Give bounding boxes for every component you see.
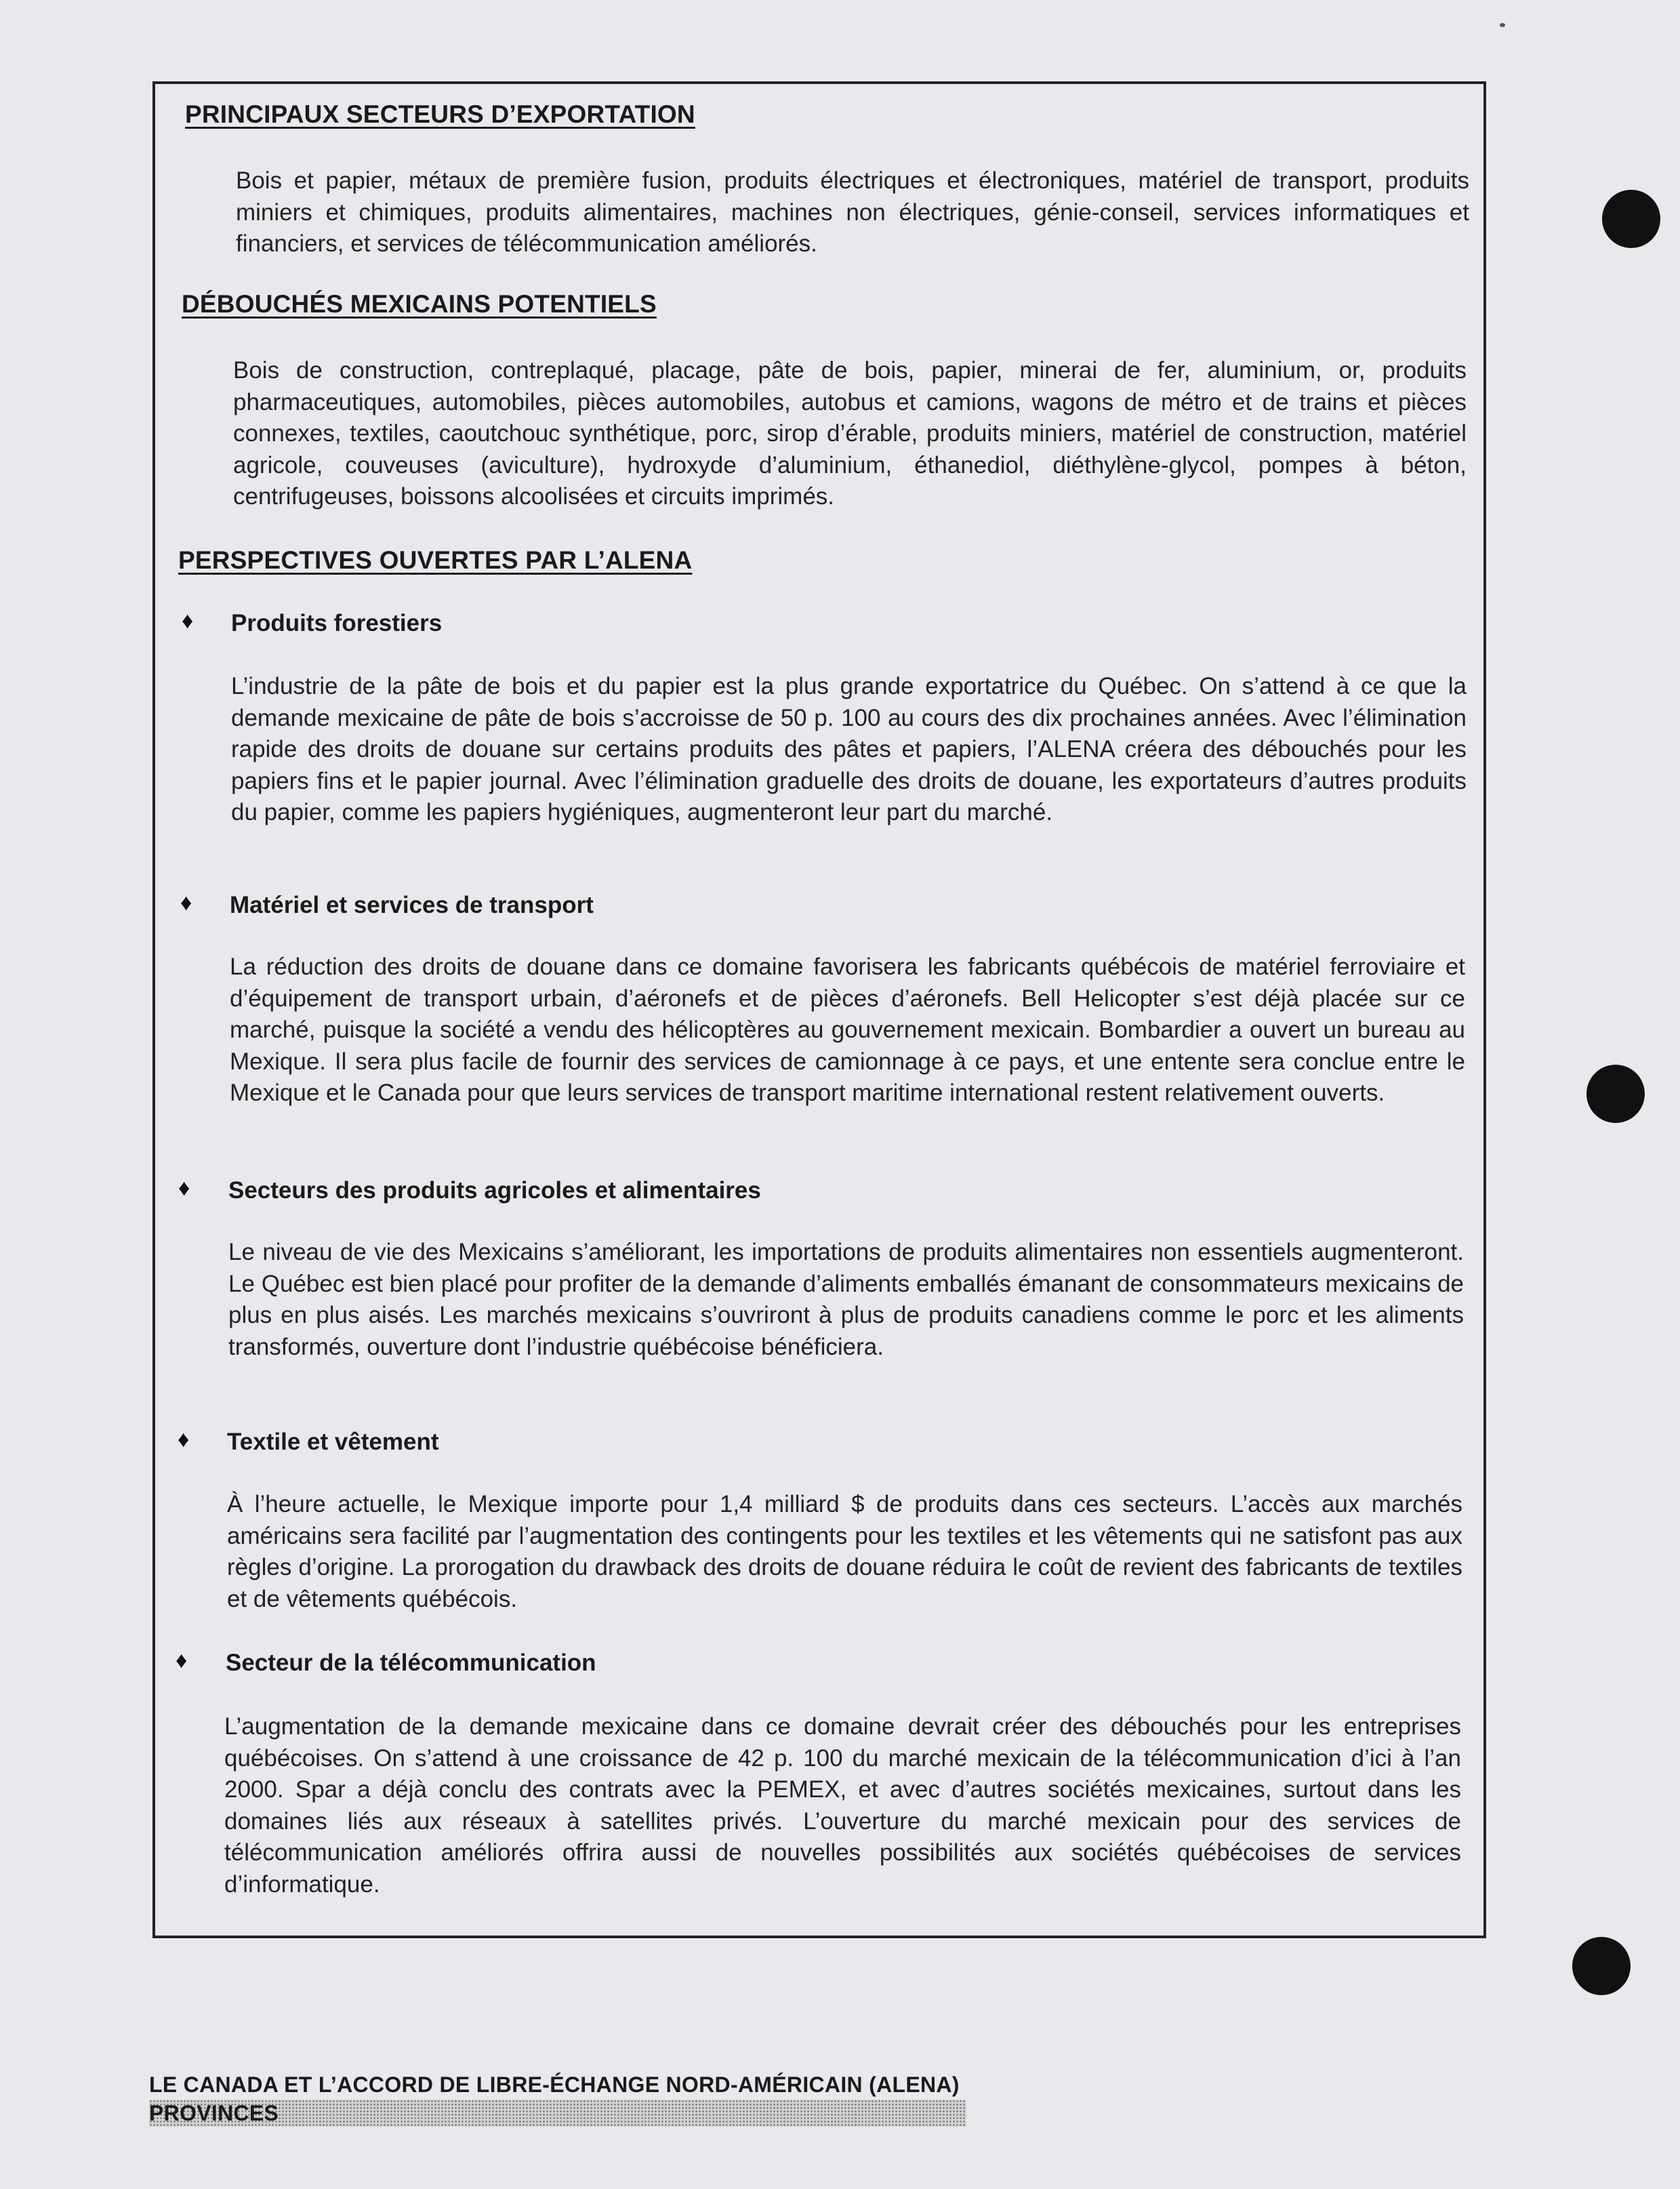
subheading-textile: Textile et vêtement xyxy=(227,1429,439,1455)
footer-subtitle: PROVINCES xyxy=(149,2101,279,2125)
transport-text: La réduction des droits de douane dans ce domaine favorisera les fabricants québécois de matériel ferroviaire et d’équipement de transport urbain, d’aéronefs et de pièces d’aéronefs. Bell Helicopter s’est déjà placée sur ce marché, puisque la société a vendu des hélicoptères au gouvernement mexicain. Bombardier a ouvert un bureau au Mexique. Il sera plus facile de fournir des services de camionnage à ce pays, et une entente sera conclue entre le Mexique et le Canada pour que leurs services de transport maritime international restent relativement ouverts. xyxy=(230,954,1465,1106)
heading-export-sectors: PRINCIPAUX SECTEURS D’EXPORTATION xyxy=(185,100,695,128)
footer-title: LE CANADA ET L’ACCORD DE LIBRE-ÉCHANGE NORD-AMÉRICAIN (ALENA) xyxy=(149,2072,960,2097)
mexican-outlets-text: Bois de construction, contreplaqué, placage, pâte de bois, papier, minerai de fer, aluminium, or, produits pharmaceutiques, automobiles, pièces automobiles, autobus et camions, wagons de métro et de trains et pièces connexes, textiles, caoutchouc synthétique, porc, sirop d’érable, produits miniers, matériel de construction, matériel agricole, couveuses (aviculture), hydroxyde d’aluminium, éthanediol, diéthylène-glycol, pompes à béton, centrifugeuses, boissons alcoolisées et circuits imprimés. xyxy=(233,357,1467,510)
punch-hole-bottom xyxy=(1572,1937,1631,1995)
subheading-telecom: Secteur de la télécommunication xyxy=(226,1650,596,1676)
punch-hole-middle xyxy=(1586,1065,1645,1123)
punch-hole-top xyxy=(1602,190,1660,248)
heading-mexican-outlets: DÉBOUCHÉS MEXICAINS POTENTIELS xyxy=(182,290,657,318)
textile-text: À l’heure actuelle, le Mexique importe pour 1,4 milliard $ de produits dans ces secteurs. L’accès aux marchés américains sera facilité par l’augmentation des contingents pour les textiles et les vêtements qui ne satisfont pas aux règles d’origine. La prorogation du drawback des droits de douane réduira le coût de revient des fabricants de textiles et de vêtements québécois. xyxy=(227,1491,1462,1612)
diamond-bullet-icon: ♦ xyxy=(178,1175,190,1201)
diamond-bullet-icon: ♦ xyxy=(176,1648,188,1673)
telecom-text: L’augmentation de la demande mexicaine dans ce domaine devrait créer des débouchés pour les entreprises québécoises. On s’attend à une croissance de 42 p. 100 du marché mexicain de la télécommunication d’ici à l’an 2000. Spar a déjà conclu des contrats avec la PEMEX, et avec d’autres sociétés mexicaines, surtout dans les domaines liés aux réseaux à satellites privés. L’ouverture du marché mexicain pour des services de télécommunication améliorés offrira aussi de nouvelles possibilités aux sociétés québécoises de services d’informatique. xyxy=(224,1713,1461,1898)
subheading-transport: Matériel et services de transport xyxy=(230,892,594,918)
subheading-forest-products: Produits forestiers xyxy=(231,610,443,636)
diamond-bullet-icon: ♦ xyxy=(182,608,194,634)
agri-food-text: Le niveau de vie des Mexicains s’améliorant, les importations de produits alimentaires non essentiels augmenteront. Le Québec est bien placé pour profiter de la demande d’aliments emballés émanant de consommateurs mexicains de plus en plus aisés. Les marchés mexicains s’ouvriront à plus de produits canadiens comme le porc et les aliments transformés, ouverture dont l’industrie québécoise bénéficiera. xyxy=(228,1239,1464,1360)
diamond-bullet-icon: ♦ xyxy=(178,1427,190,1452)
footer-subtitle-band xyxy=(149,2100,966,2127)
heading-nafta-perspectives: PERSPECTIVES OUVERTES PAR L’ALENA xyxy=(178,546,693,574)
diamond-bullet-icon: ♦ xyxy=(180,890,192,916)
paper-speck xyxy=(1500,23,1505,27)
subheading-agri-food: Secteurs des produits agricoles et alimentaires xyxy=(228,1177,761,1204)
forest-products-text: L’industrie de la pâte de bois et du papier est la plus grande exportatrice du Québec. On s’attend à ce que la demande mexicaine de pâte de bois s’accroisse de 50 p. 100 au cours des dix prochaines années. Avec l’élimination rapide des droits de douane sur certains produits des pâtes et papiers, l’ALENA créera des débouchés pour les papiers fins et le papier journal. Avec l’élimination graduelle des droits de douane, les exportateurs d’autres produits du papier, comme les papiers hygiéniques, augmenteront leur part du marché. xyxy=(231,673,1467,825)
export-sectors-text: Bois et papier, métaux de première fusion, produits électriques et électroniques, matériel de transport, produits miniers et chimiques, produits alimentaires, machines non électriques, génie-conseil, services informatiques et financiers, et services de télécommunication améliorés. xyxy=(236,167,1469,257)
